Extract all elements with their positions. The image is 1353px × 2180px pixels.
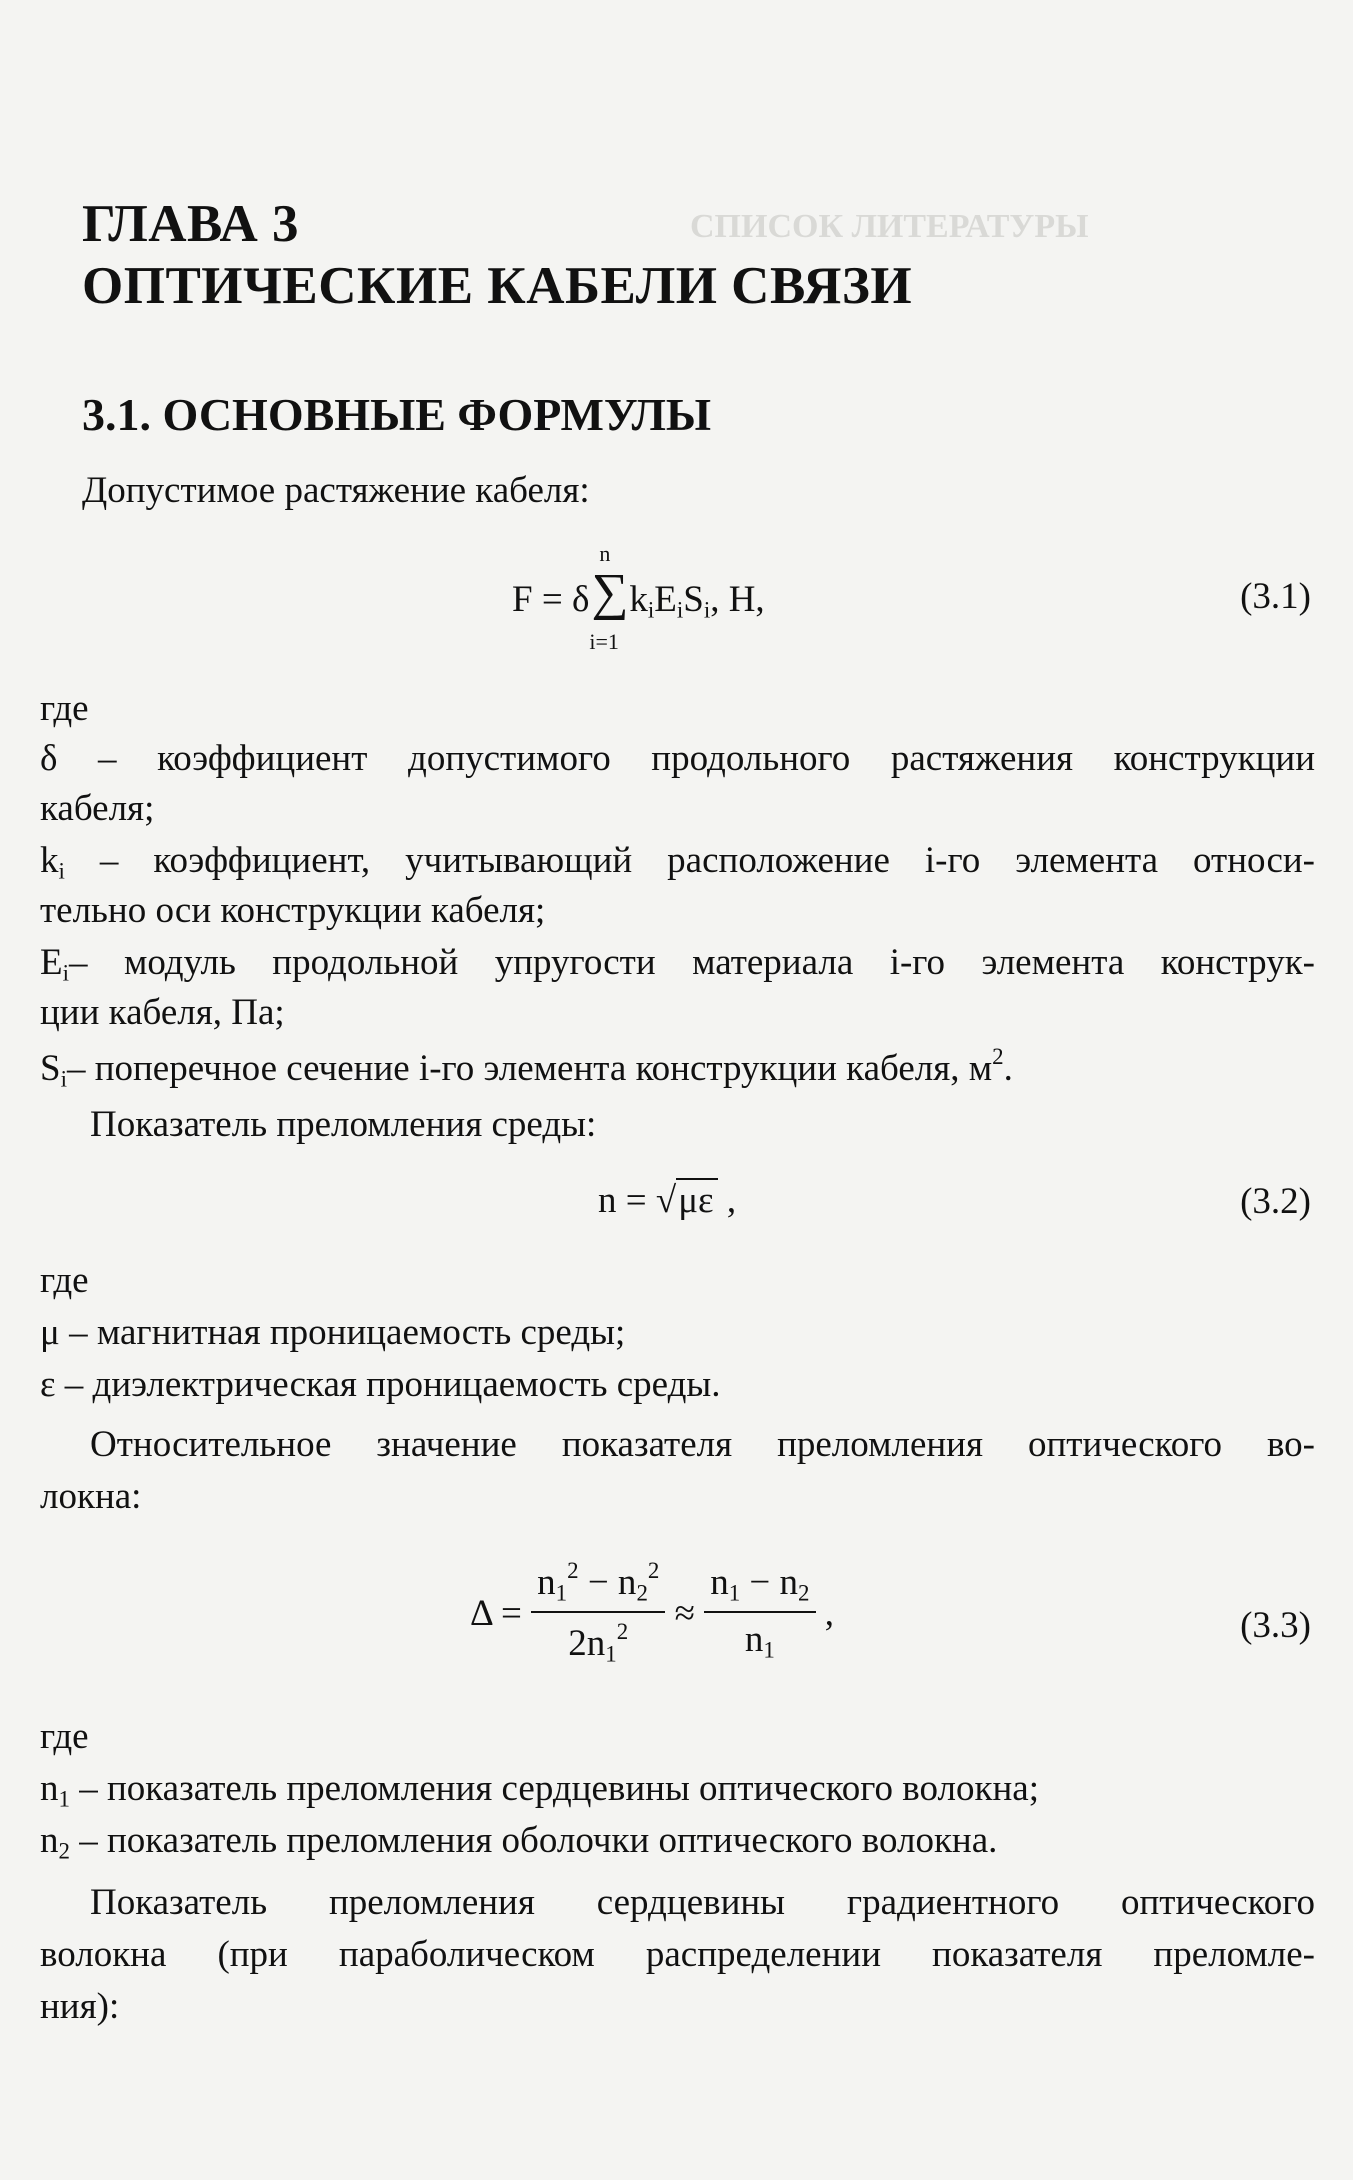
equation-number-3-3: (3.3) bbox=[1240, 1605, 1311, 1646]
where-label: где bbox=[40, 688, 89, 729]
intro-gradient-line1: Показатель преломления сердцевины градиентного оптического bbox=[90, 1882, 1315, 1923]
bleed-through-text: СПИСОК ЛИТЕРАТУРЫ bbox=[690, 208, 1089, 245]
formula-3-3 bbox=[470, 1560, 834, 1667]
sqrt-sign: √ bbox=[655, 1180, 677, 1221]
sum-sign: n ∑ i=1 bbox=[589, 541, 629, 654]
sum-term-k: $k_iE_iS_i$ bbox=[629, 579, 711, 623]
def-k-line1: $k_i$ – коэффициент, учитывающий расположение i-го элемента относи- bbox=[40, 840, 1315, 884]
def-k-line2: тельно оси конструкции кабеля; bbox=[40, 890, 546, 931]
chapter-number: ГЛАВА 3 bbox=[82, 195, 300, 253]
formula-comma: , bbox=[717, 1180, 737, 1221]
formula-3-1 bbox=[512, 541, 765, 654]
intro-refraction: Показатель преломления среды: bbox=[90, 1104, 597, 1145]
def-n1: $n_1$ – показатель преломления сердцевины оптического волокна; bbox=[40, 1768, 1039, 1812]
fraction-denominator: $n_1$ bbox=[744, 1619, 775, 1663]
intro-gradient-line2: волокна (при параболическом распределении показателя преломле- bbox=[40, 1934, 1315, 1975]
approx-sign: ≈ bbox=[674, 1592, 695, 1634]
def-e-line2: ции кабеля, Па; bbox=[40, 992, 285, 1033]
sqrt-radicand: με bbox=[676, 1178, 717, 1219]
def-delta-line2: кабеля; bbox=[40, 788, 155, 829]
formula-lhs: Δ = bbox=[470, 1592, 522, 1634]
def-e-line1: $E_i-$ модуль продольной упругости материала i-го элемента конструк- bbox=[40, 942, 1315, 986]
sum-upper-limit: n bbox=[599, 541, 611, 566]
def-s-line: $S_i-$ поперечное сечение i-го элемента конструкции кабеля, $м^2$. bbox=[40, 1044, 1013, 1092]
formula-unit: , Н, bbox=[710, 579, 765, 620]
formula-lhs: n = bbox=[598, 1180, 656, 1221]
def-n2: $n_2$ – показатель преломления оболочки оптического волокна. bbox=[40, 1820, 998, 1864]
section-title: 3.1. ОСНОВНЫЕ ФОРМУЛЫ bbox=[82, 389, 712, 440]
def-eps: ε – диэлектрическая проницаемость среды. bbox=[40, 1364, 721, 1405]
where-label: где bbox=[40, 1260, 89, 1301]
def-mu: μ – магнитная проницаемость среды; bbox=[40, 1312, 626, 1353]
equation-number-3-2: (3.2) bbox=[1240, 1181, 1311, 1222]
fraction-exact bbox=[531, 1560, 665, 1667]
fraction-numerator: $n_1 - n_2$ bbox=[704, 1564, 815, 1613]
formula-comma: , bbox=[824, 1592, 834, 1634]
formula-lhs: F = δ bbox=[512, 579, 590, 620]
intro-relative-line1: Относительное значение показателя преломления оптического во- bbox=[90, 1424, 1315, 1465]
chapter-title: ОПТИЧЕСКИЕ КАБЕЛИ СВЯЗИ bbox=[82, 257, 913, 315]
formula-3-2 bbox=[598, 1178, 736, 1219]
fraction-approx bbox=[704, 1564, 815, 1663]
equation-number-3-1: (3.1) bbox=[1240, 576, 1311, 617]
sum-lower-limit: i=1 bbox=[589, 629, 619, 654]
def-delta-line1: δ – коэффициент допустимого продольного растяжения конструкции bbox=[40, 738, 1315, 779]
fraction-numerator: $n_1^2 - n_2^2$ bbox=[531, 1560, 665, 1613]
intro-gradient-line3: ния): bbox=[40, 1986, 120, 2027]
where-label: где bbox=[40, 1716, 89, 1757]
fraction-denominator: $2n_1^2$ bbox=[568, 1619, 629, 1667]
intro-tension: Допустимое растяжение кабеля: bbox=[82, 470, 590, 511]
intro-relative-line2: локна: bbox=[40, 1476, 142, 1517]
